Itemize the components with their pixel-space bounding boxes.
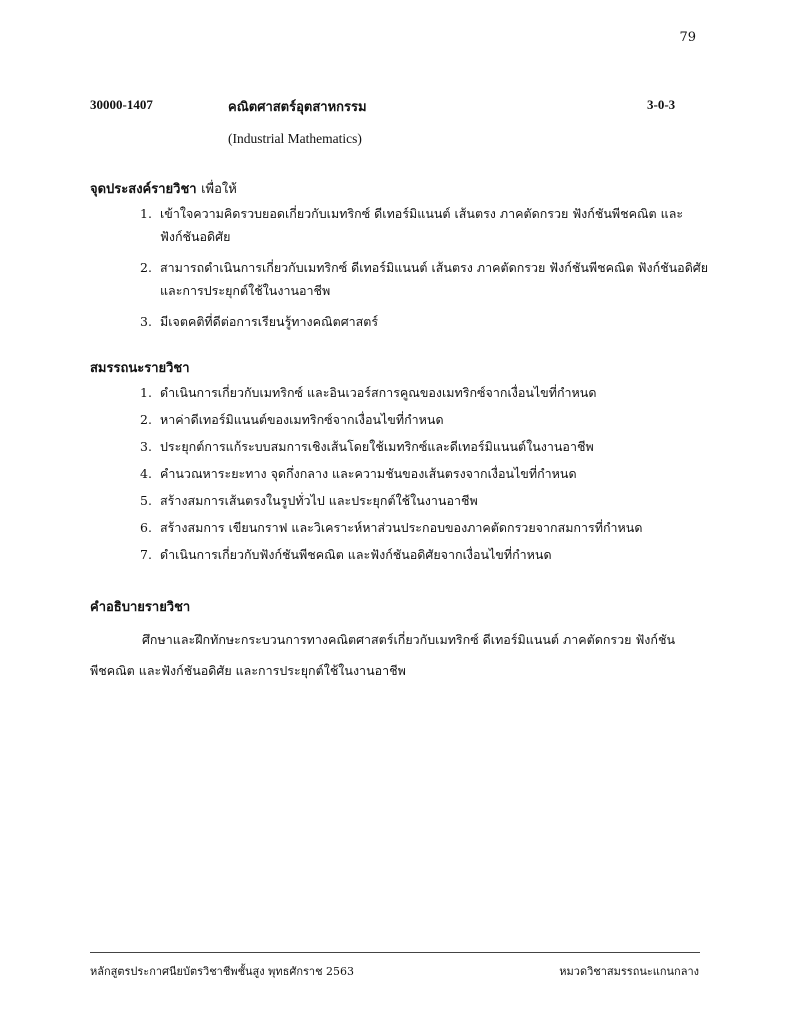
page-number: 79 [679, 30, 696, 45]
objective-item [140, 202, 720, 248]
objectives-heading [90, 178, 237, 199]
course-code: 30000-1407 [90, 97, 153, 112]
competency-number: 6. [140, 520, 152, 535]
competencies-heading: สมรรถนะรายวิชา [90, 361, 190, 376]
objectives-list [140, 202, 720, 333]
competency-text: ดำเนินการเกี่ยวกับฟังก์ชันพีชคณิต และฟังก์ชันอดิศัยจากเงื่อนไขที่กำหนด [160, 547, 552, 562]
competency-item [140, 381, 720, 404]
footer-curriculum-name: หลักสูตรประกาศนียบัตรวิชาชีพชั้นสูง พุทธศักราช 2563 [90, 965, 355, 978]
competency-item [140, 408, 720, 431]
competency-text: ดำเนินการเกี่ยวกับเมทริกซ์ และอินเวอร์สการคูณของเมทริกซ์จากเงื่อนไขที่กำหนด [160, 385, 597, 400]
course-credits: 3-0-3 [647, 97, 676, 112]
description-paragraph: ศึกษาและฝึกทักษะกระบวนการทางคณิตศาสตร์เกี่ยวกับเมทริกซ์ ดีเทอร์มิแนนต์ ภาคตัดกรวย ฟังก์ชันพีชคณิต และฟังก์ชันอดิศัย และการประยุกต์ใช้ในงานอาชีพ [90, 632, 676, 678]
competency-item [140, 516, 720, 539]
competency-item [140, 543, 720, 566]
footer-section-name: หมวดวิชาสมรรถนะแกนกลาง [559, 965, 699, 978]
competency-item [140, 435, 720, 458]
competency-text: หาค่าดีเทอร์มิแนนต์ของเมทริกซ์จากเงื่อนไขที่กำหนด [160, 412, 444, 427]
objective-text: มีเจตคติที่ดีต่อการเรียนรู้ทางคณิตศาสตร์ [160, 314, 379, 329]
objective-text: เข้าใจความคิดรวบยอดเกี่ยวกับเมทริกซ์ ดีเทอร์มิแนนต์ เส้นตรง ภาคตัดกรวย ฟังก์ชันพีชคณิต และฟังก์ชันอดิศัย [160, 206, 684, 244]
competency-number: 2. [140, 412, 152, 427]
objective-number: 1. [140, 206, 152, 221]
competency-text: ประยุกต์การแก้ระบบสมการเชิงเส้นโดยใช้เมทริกซ์และดีเทอร์มิแนนต์ในงานอาชีพ [160, 439, 594, 454]
competency-item [140, 462, 720, 485]
competency-number: 3. [140, 439, 152, 454]
competency-number: 1. [140, 385, 152, 400]
competency-number: 5. [140, 493, 152, 508]
objective-item [140, 310, 720, 333]
description-heading: คำอธิบายรายวิชา [90, 600, 191, 615]
competencies-list [140, 381, 720, 566]
footer-divider [90, 952, 700, 953]
competency-number: 7. [140, 547, 152, 562]
objective-number: 3. [140, 314, 152, 329]
objective-item [140, 256, 720, 302]
objective-text: สามารถดำเนินการเกี่ยวกับเมทริกซ์ ดีเทอร์มิแนนต์ เส้นตรง ภาคตัดกรวย ฟังก์ชันพีชคณิต ฟังก์ชันอดิศัย และการประยุกต์ใช้ในงานอาชีพ [160, 260, 709, 298]
competency-text: สร้างสมการเส้นตรงในรูปทั่วไป และประยุกต์ใช้ในงานอาชีพ [160, 493, 478, 508]
competency-item [140, 489, 720, 512]
objective-number: 2. [140, 260, 152, 275]
objectives-heading-label: จุดประสงค์รายวิชา [90, 182, 197, 197]
course-title-en: (Industrial Mathematics) [228, 131, 362, 146]
competency-number: 4. [140, 466, 152, 481]
objectives-heading-suffix: เพื่อให้ [201, 182, 237, 197]
competency-text: คำนวณหาระยะทาง จุดกึ่งกลาง และความชันของเส้นตรงจากเงื่อนไขที่กำหนด [160, 466, 577, 481]
competency-text: สร้างสมการ เขียนกราฟ และวิเคราะห์หาส่วนประกอบของภาคตัดกรวยจากสมการที่กำหนด [160, 520, 643, 535]
course-title-th: คณิตศาสตร์อุตสาหกรรม [228, 100, 367, 115]
